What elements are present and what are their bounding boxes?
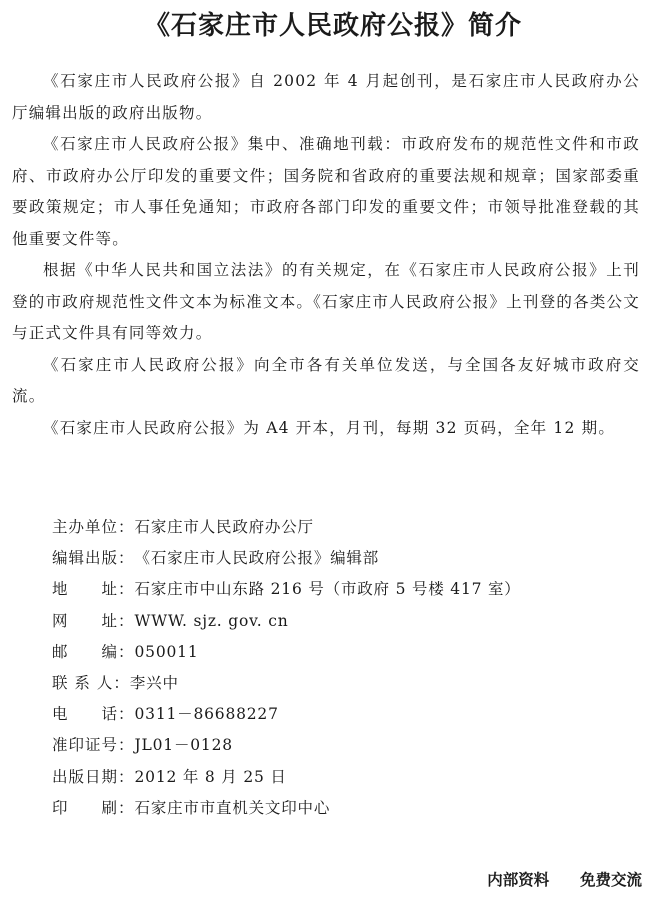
info-label: 准印证号：	[52, 736, 135, 755]
info-value: 石家庄市市直机关文印中心	[134, 798, 331, 817]
footer-note: 内部资料 免费交流	[487, 871, 642, 889]
info-label: 网 址：	[52, 611, 135, 630]
intro-paragraph-founding: 《石家庄市人民政府公报》自 2002 年 4 月起创刊，是石家庄市人民政府办公厅编辑出版的政府出版物。	[12, 72, 640, 122]
info-row-publish-date	[52, 762, 632, 793]
info-row-phone	[52, 699, 632, 730]
info-row-printer	[52, 793, 632, 824]
info-row-postcode	[52, 637, 632, 668]
page-title: 《石家庄市人民政府公报》简介	[143, 11, 522, 41]
publication-info	[52, 512, 632, 824]
info-value: WWW. sjz. gov. cn	[134, 611, 289, 630]
info-row-address	[52, 574, 632, 605]
info-label: 出版日期：	[52, 767, 135, 786]
info-label: 联 系 人：	[52, 673, 130, 692]
info-value: 石家庄市人民政府办公厅	[134, 518, 314, 536]
intro-section	[12, 66, 640, 444]
info-value: 0311－86688227	[134, 705, 279, 724]
info-row-contact	[52, 668, 632, 699]
info-value: 李兴中	[129, 673, 179, 692]
info-value: 《石家庄市人民政府公报》编辑部	[134, 549, 380, 568]
info-label: 邮 编：	[52, 642, 135, 661]
info-label: 编辑出版：	[52, 549, 135, 568]
info-row-permit	[52, 730, 632, 761]
intro-paragraph-format: 《石家庄市人民政府公报》为 A4 开本，月刊，每期 32 页码，全年 12 期。	[43, 418, 616, 437]
intro-paragraph-legal-status: 根据《中华人民共和国立法法》的有关规定，在《石家庄市人民政府公报》上刊登的市政府规范性文件文本为标准文本。《石家庄市人民政府公报》上刊登的各类公文与正式文件具有同等效力。	[12, 261, 640, 342]
intro-paragraph-contents: 《石家庄市人民政府公报》集中、准确地刊载：市政府发布的规范性文件和市政府、市政府办公厅印发的重要文件；国务院和省政府的重要法规和规章；国家部委重要政策规定；市人事任免通知；市政府各部门印发的重要文件；市领导批准登载的其他重要文件等。	[12, 135, 640, 248]
info-value: 050011	[134, 642, 199, 661]
info-label: 电 话：	[52, 705, 135, 724]
info-value: JL01－0128	[134, 736, 233, 755]
info-label: 主办单位：	[52, 518, 135, 536]
info-row-editor	[52, 543, 632, 574]
info-row-website	[52, 606, 632, 637]
info-value: 石家庄市中山东路 216 号（市政府 5 号楼 417 室）	[134, 580, 521, 599]
info-label: 印 刷：	[52, 798, 135, 817]
info-label: 地 址：	[52, 580, 135, 599]
info-row-sponsor	[52, 512, 632, 543]
info-value: 2012 年 8 月 25 日	[134, 767, 287, 786]
intro-paragraph-distribution: 《石家庄市人民政府公报》向全市各有关单位发送，与全国各友好城市政府交流。	[12, 355, 640, 405]
